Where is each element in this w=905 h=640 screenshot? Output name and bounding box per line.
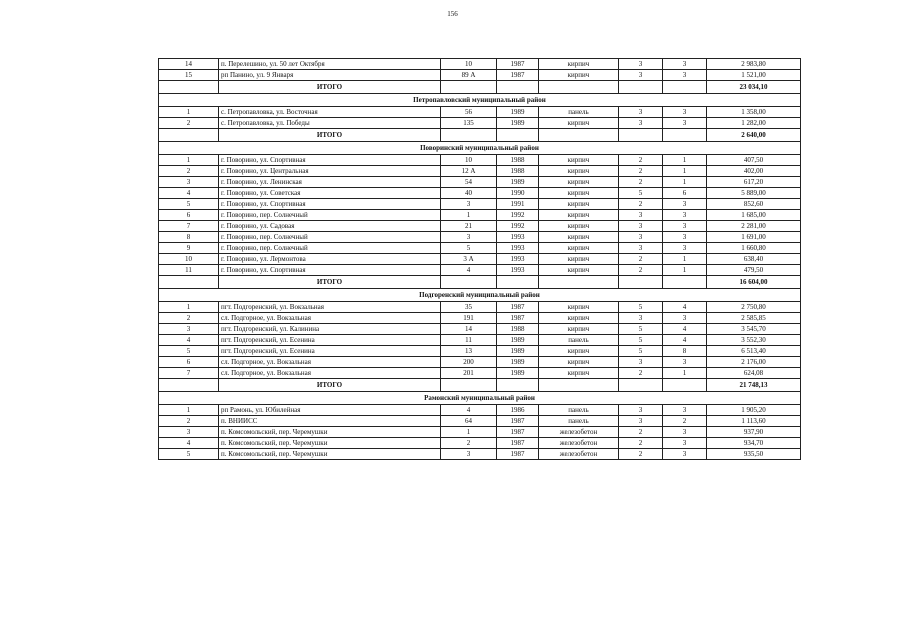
- floors-cell: 5: [619, 324, 663, 335]
- empty-cell: [663, 379, 707, 392]
- entrances-cell: 3: [663, 70, 707, 81]
- material-cell: кирпич: [539, 199, 619, 210]
- year-cell: 1990: [497, 188, 539, 199]
- address-cell: пгт. Подгоренский, ул. Есенина: [219, 346, 441, 357]
- table-row: [159, 118, 801, 129]
- address-cell: рп Панино, ул. 9 Января: [219, 70, 441, 81]
- table-row: [159, 313, 801, 324]
- floors-cell: 2: [619, 265, 663, 276]
- table-row: [159, 70, 801, 81]
- empty-cell: [663, 129, 707, 142]
- floors-cell: 2: [619, 166, 663, 177]
- table-row: [159, 357, 801, 368]
- house-number-cell: 5: [441, 243, 497, 254]
- material-cell: кирпич: [539, 232, 619, 243]
- total-value: 21 748,13: [707, 379, 801, 392]
- table-row: [159, 221, 801, 232]
- entrances-cell: 3: [663, 118, 707, 129]
- row-number: 3: [159, 427, 219, 438]
- address-cell: г. Поворино, ул. Советская: [219, 188, 441, 199]
- house-number-cell: 3: [441, 199, 497, 210]
- district-header-row: [159, 94, 801, 107]
- address-cell: пгт. Подгоренский, ул. Калинина: [219, 324, 441, 335]
- material-cell: кирпич: [539, 346, 619, 357]
- material-cell: кирпич: [539, 59, 619, 70]
- entrances-cell: 3: [663, 107, 707, 118]
- year-cell: 1988: [497, 324, 539, 335]
- entrances-cell: 4: [663, 302, 707, 313]
- area-cell: 402,00: [707, 166, 801, 177]
- house-number-cell: 14: [441, 324, 497, 335]
- area-cell: 935,50: [707, 449, 801, 460]
- year-cell: 1991: [497, 199, 539, 210]
- material-cell: кирпич: [539, 210, 619, 221]
- row-number: 6: [159, 357, 219, 368]
- house-number-cell: 4: [441, 265, 497, 276]
- total-label: ИТОГО: [219, 129, 441, 142]
- year-cell: 1987: [497, 449, 539, 460]
- empty-cell: [159, 129, 219, 142]
- table-row: [159, 59, 801, 70]
- table-row: [159, 324, 801, 335]
- empty-cell: [441, 129, 497, 142]
- district-header-row: [159, 289, 801, 302]
- area-cell: 1 113,60: [707, 416, 801, 427]
- house-number-cell: 12 А: [441, 166, 497, 177]
- entrances-cell: 3: [663, 405, 707, 416]
- entrances-cell: 6: [663, 188, 707, 199]
- table-row: [159, 416, 801, 427]
- entrances-cell: 3: [663, 438, 707, 449]
- material-cell: кирпич: [539, 302, 619, 313]
- house-number-cell: 200: [441, 357, 497, 368]
- year-cell: 1993: [497, 232, 539, 243]
- address-cell: пгт. Подгоренский, ул. Вокзальная: [219, 302, 441, 313]
- entrances-cell: 1: [663, 368, 707, 379]
- address-cell: п. Комсомольский, пер. Черемушки: [219, 427, 441, 438]
- address-cell: г. Поворино, ул. Садовая: [219, 221, 441, 232]
- area-cell: 2 281,00: [707, 221, 801, 232]
- entrances-cell: 1: [663, 254, 707, 265]
- table-body: [159, 59, 801, 460]
- floors-cell: 2: [619, 199, 663, 210]
- floors-cell: 2: [619, 368, 663, 379]
- row-number: 1: [159, 155, 219, 166]
- floors-cell: 5: [619, 188, 663, 199]
- house-number-cell: 11: [441, 335, 497, 346]
- area-cell: 6 513,40: [707, 346, 801, 357]
- empty-cell: [441, 276, 497, 289]
- address-cell: п. Перелешино, ул. 50 лет Октября: [219, 59, 441, 70]
- house-number-cell: 2: [441, 438, 497, 449]
- address-cell: рп Рамонь, ул. Юбилейная: [219, 405, 441, 416]
- year-cell: 1988: [497, 166, 539, 177]
- year-cell: 1986: [497, 405, 539, 416]
- house-number-cell: 191: [441, 313, 497, 324]
- total-label: ИТОГО: [219, 276, 441, 289]
- address-cell: г. Поворино, ул. Спортивная: [219, 265, 441, 276]
- material-cell: кирпич: [539, 254, 619, 265]
- empty-cell: [159, 81, 219, 94]
- year-cell: 1989: [497, 346, 539, 357]
- entrances-cell: 3: [663, 210, 707, 221]
- year-cell: 1987: [497, 59, 539, 70]
- row-number: 5: [159, 346, 219, 357]
- house-number-cell: 135: [441, 118, 497, 129]
- empty-cell: [441, 379, 497, 392]
- area-cell: 852,60: [707, 199, 801, 210]
- year-cell: 1987: [497, 416, 539, 427]
- floors-cell: 5: [619, 346, 663, 357]
- address-cell: г. Поворино, ул. Лермонтова: [219, 254, 441, 265]
- row-number: 8: [159, 232, 219, 243]
- floors-cell: 3: [619, 70, 663, 81]
- row-number: 4: [159, 335, 219, 346]
- address-cell: п. Комсомольский, пер. Черемушки: [219, 438, 441, 449]
- year-cell: 1987: [497, 427, 539, 438]
- address-cell: г. Поворино, пер. Солнечный: [219, 210, 441, 221]
- row-number: 2: [159, 166, 219, 177]
- address-cell: сл. Подгорное, ул. Вокзальная: [219, 357, 441, 368]
- total-row: [159, 276, 801, 289]
- empty-cell: [663, 276, 707, 289]
- entrances-cell: 4: [663, 324, 707, 335]
- address-cell: г. Поворино, ул. Спортивная: [219, 199, 441, 210]
- house-number-cell: 1: [441, 210, 497, 221]
- row-number: 1: [159, 405, 219, 416]
- row-number: 2: [159, 118, 219, 129]
- floors-cell: 2: [619, 438, 663, 449]
- floors-cell: 3: [619, 210, 663, 221]
- entrances-cell: 1: [663, 177, 707, 188]
- material-cell: кирпич: [539, 243, 619, 254]
- table-row: [159, 188, 801, 199]
- material-cell: кирпич: [539, 70, 619, 81]
- empty-cell: [539, 276, 619, 289]
- area-cell: 937,90: [707, 427, 801, 438]
- row-number: 14: [159, 59, 219, 70]
- table-row: [159, 199, 801, 210]
- total-label: ИТОГО: [219, 81, 441, 94]
- floors-cell: 5: [619, 335, 663, 346]
- row-number: 7: [159, 368, 219, 379]
- entrances-cell: 4: [663, 335, 707, 346]
- area-cell: 624,08: [707, 368, 801, 379]
- material-cell: кирпич: [539, 324, 619, 335]
- material-cell: панель: [539, 405, 619, 416]
- house-number-cell: 10: [441, 155, 497, 166]
- table-row: [159, 166, 801, 177]
- house-number-cell: 201: [441, 368, 497, 379]
- year-cell: 1989: [497, 357, 539, 368]
- address-cell: п. ВНИИСС: [219, 416, 441, 427]
- area-cell: 2 750,80: [707, 302, 801, 313]
- area-cell: 1 691,00: [707, 232, 801, 243]
- area-cell: 1 358,00: [707, 107, 801, 118]
- year-cell: 1989: [497, 335, 539, 346]
- floors-cell: 3: [619, 416, 663, 427]
- material-cell: кирпич: [539, 368, 619, 379]
- house-number-cell: 3: [441, 232, 497, 243]
- floors-cell: 3: [619, 107, 663, 118]
- district-name: Рамонский муниципальный район: [159, 392, 801, 405]
- district-name: Петропавловский муниципальный район: [159, 94, 801, 107]
- year-cell: 1987: [497, 302, 539, 313]
- table-row: [159, 302, 801, 313]
- year-cell: 1993: [497, 243, 539, 254]
- row-number: 4: [159, 188, 219, 199]
- total-row: [159, 129, 801, 142]
- house-number-cell: 13: [441, 346, 497, 357]
- row-number: 15: [159, 70, 219, 81]
- area-cell: 1 905,20: [707, 405, 801, 416]
- row-number: 2: [159, 416, 219, 427]
- material-cell: кирпич: [539, 265, 619, 276]
- year-cell: 1993: [497, 254, 539, 265]
- empty-cell: [619, 81, 663, 94]
- entrances-cell: 3: [663, 199, 707, 210]
- floors-cell: 2: [619, 427, 663, 438]
- material-cell: кирпич: [539, 221, 619, 232]
- house-number-cell: 64: [441, 416, 497, 427]
- entrances-cell: 1: [663, 265, 707, 276]
- row-number: 7: [159, 221, 219, 232]
- house-number-cell: 10: [441, 59, 497, 70]
- floors-cell: 5: [619, 302, 663, 313]
- table-row: [159, 405, 801, 416]
- row-number: 5: [159, 199, 219, 210]
- empty-cell: [619, 129, 663, 142]
- row-number: 11: [159, 265, 219, 276]
- row-number: 5: [159, 449, 219, 460]
- house-number-cell: 40: [441, 188, 497, 199]
- empty-cell: [441, 81, 497, 94]
- district-name: Подгоренский муниципальный район: [159, 289, 801, 302]
- area-cell: 617,20: [707, 177, 801, 188]
- district-name: Поворинский муниципальный район: [159, 142, 801, 155]
- address-cell: г. Поворино, пер. Солнечный: [219, 243, 441, 254]
- entrances-cell: 3: [663, 243, 707, 254]
- floors-cell: 3: [619, 59, 663, 70]
- empty-cell: [497, 276, 539, 289]
- house-number-cell: 21: [441, 221, 497, 232]
- total-value: 16 604,00: [707, 276, 801, 289]
- table-row: [159, 232, 801, 243]
- floors-cell: 2: [619, 449, 663, 460]
- material-cell: железобетон: [539, 449, 619, 460]
- year-cell: 1989: [497, 368, 539, 379]
- table-row: [159, 107, 801, 118]
- area-cell: 479,50: [707, 265, 801, 276]
- area-cell: 407,50: [707, 155, 801, 166]
- house-number-cell: 3: [441, 449, 497, 460]
- address-cell: пгт. Подгоренский, ул. Есенина: [219, 335, 441, 346]
- year-cell: 1993: [497, 265, 539, 276]
- row-number: 1: [159, 107, 219, 118]
- material-cell: панель: [539, 416, 619, 427]
- floors-cell: 3: [619, 118, 663, 129]
- row-number: 4: [159, 438, 219, 449]
- floors-cell: 3: [619, 221, 663, 232]
- material-cell: кирпич: [539, 188, 619, 199]
- total-label: ИТОГО: [219, 379, 441, 392]
- table-row: [159, 177, 801, 188]
- empty-cell: [497, 129, 539, 142]
- table-row: [159, 243, 801, 254]
- year-cell: 1989: [497, 177, 539, 188]
- year-cell: 1992: [497, 210, 539, 221]
- table-row: [159, 449, 801, 460]
- total-value: 23 034,10: [707, 81, 801, 94]
- empty-cell: [497, 379, 539, 392]
- address-cell: сл. Подгорное, ул. Вокзальная: [219, 313, 441, 324]
- floors-cell: 2: [619, 155, 663, 166]
- floors-cell: 3: [619, 232, 663, 243]
- empty-cell: [539, 129, 619, 142]
- year-cell: 1989: [497, 118, 539, 129]
- house-number-cell: 3 А: [441, 254, 497, 265]
- page-number: 156: [447, 10, 458, 18]
- empty-cell: [663, 81, 707, 94]
- row-number: 6: [159, 210, 219, 221]
- total-row: [159, 379, 801, 392]
- area-cell: 2 983,80: [707, 59, 801, 70]
- entrances-cell: 3: [663, 357, 707, 368]
- area-cell: 3 545,70: [707, 324, 801, 335]
- year-cell: 1992: [497, 221, 539, 232]
- entrances-cell: 3: [663, 232, 707, 243]
- empty-cell: [619, 379, 663, 392]
- material-cell: кирпич: [539, 313, 619, 324]
- year-cell: 1987: [497, 313, 539, 324]
- house-number-cell: 89 А: [441, 70, 497, 81]
- entrances-cell: 3: [663, 427, 707, 438]
- table-row: [159, 265, 801, 276]
- row-number: 3: [159, 324, 219, 335]
- area-cell: 1 282,00: [707, 118, 801, 129]
- area-cell: 934,70: [707, 438, 801, 449]
- table-row: [159, 427, 801, 438]
- floors-cell: 2: [619, 177, 663, 188]
- material-cell: кирпич: [539, 155, 619, 166]
- house-number-cell: 54: [441, 177, 497, 188]
- empty-cell: [497, 81, 539, 94]
- empty-cell: [539, 81, 619, 94]
- area-cell: 1 521,00: [707, 70, 801, 81]
- entrances-cell: 3: [663, 221, 707, 232]
- area-cell: 5 889,00: [707, 188, 801, 199]
- district-header-row: [159, 392, 801, 405]
- area-cell: 2 585,85: [707, 313, 801, 324]
- row-number: 2: [159, 313, 219, 324]
- year-cell: 1987: [497, 438, 539, 449]
- table-row: [159, 368, 801, 379]
- row-number: 10: [159, 254, 219, 265]
- table-row: [159, 438, 801, 449]
- row-number: 1: [159, 302, 219, 313]
- table-row: [159, 346, 801, 357]
- year-cell: 1987: [497, 70, 539, 81]
- material-cell: панель: [539, 335, 619, 346]
- floors-cell: 3: [619, 357, 663, 368]
- house-number-cell: 4: [441, 405, 497, 416]
- entrances-cell: 2: [663, 416, 707, 427]
- entrances-cell: 1: [663, 166, 707, 177]
- house-number-cell: 35: [441, 302, 497, 313]
- empty-cell: [539, 379, 619, 392]
- empty-cell: [159, 379, 219, 392]
- entrances-cell: 3: [663, 313, 707, 324]
- address-cell: г. Поворино, ул. Спортивная: [219, 155, 441, 166]
- row-number: 3: [159, 177, 219, 188]
- entrances-cell: 3: [663, 59, 707, 70]
- address-cell: г. Поворино, ул. Центральная: [219, 166, 441, 177]
- floors-cell: 3: [619, 313, 663, 324]
- table-row: [159, 210, 801, 221]
- district-header-row: [159, 142, 801, 155]
- empty-cell: [159, 276, 219, 289]
- material-cell: панель: [539, 107, 619, 118]
- address-cell: п. Комсомольский, пер. Черемушки: [219, 449, 441, 460]
- floors-cell: 3: [619, 243, 663, 254]
- house-number-cell: 1: [441, 427, 497, 438]
- area-cell: 3 552,30: [707, 335, 801, 346]
- address-cell: сл. Подгорное, ул. Вокзальная: [219, 368, 441, 379]
- house-number-cell: 56: [441, 107, 497, 118]
- area-cell: 1 685,00: [707, 210, 801, 221]
- table-row: [159, 155, 801, 166]
- entrances-cell: 8: [663, 346, 707, 357]
- material-cell: железобетон: [539, 438, 619, 449]
- year-cell: 1988: [497, 155, 539, 166]
- row-number: 9: [159, 243, 219, 254]
- material-cell: кирпич: [539, 177, 619, 188]
- address-cell: г. Поворино, ул. Ленинская: [219, 177, 441, 188]
- entrances-cell: 3: [663, 449, 707, 460]
- table-row: [159, 335, 801, 346]
- material-cell: кирпич: [539, 166, 619, 177]
- material-cell: железобетон: [539, 427, 619, 438]
- area-cell: 2 176,00: [707, 357, 801, 368]
- material-cell: кирпич: [539, 357, 619, 368]
- total-row: [159, 81, 801, 94]
- area-cell: 638,40: [707, 254, 801, 265]
- housing-register-table: [158, 58, 801, 460]
- area-cell: 1 660,80: [707, 243, 801, 254]
- address-cell: с. Петропавловка, ул. Восточная: [219, 107, 441, 118]
- floors-cell: 2: [619, 254, 663, 265]
- year-cell: 1989: [497, 107, 539, 118]
- table-row: [159, 254, 801, 265]
- total-value: 2 640,00: [707, 129, 801, 142]
- entrances-cell: 1: [663, 155, 707, 166]
- address-cell: с. Петропавловка, ул. Победы: [219, 118, 441, 129]
- floors-cell: 3: [619, 405, 663, 416]
- material-cell: кирпич: [539, 118, 619, 129]
- address-cell: г. Поворино, пер. Солнечный: [219, 232, 441, 243]
- empty-cell: [619, 276, 663, 289]
